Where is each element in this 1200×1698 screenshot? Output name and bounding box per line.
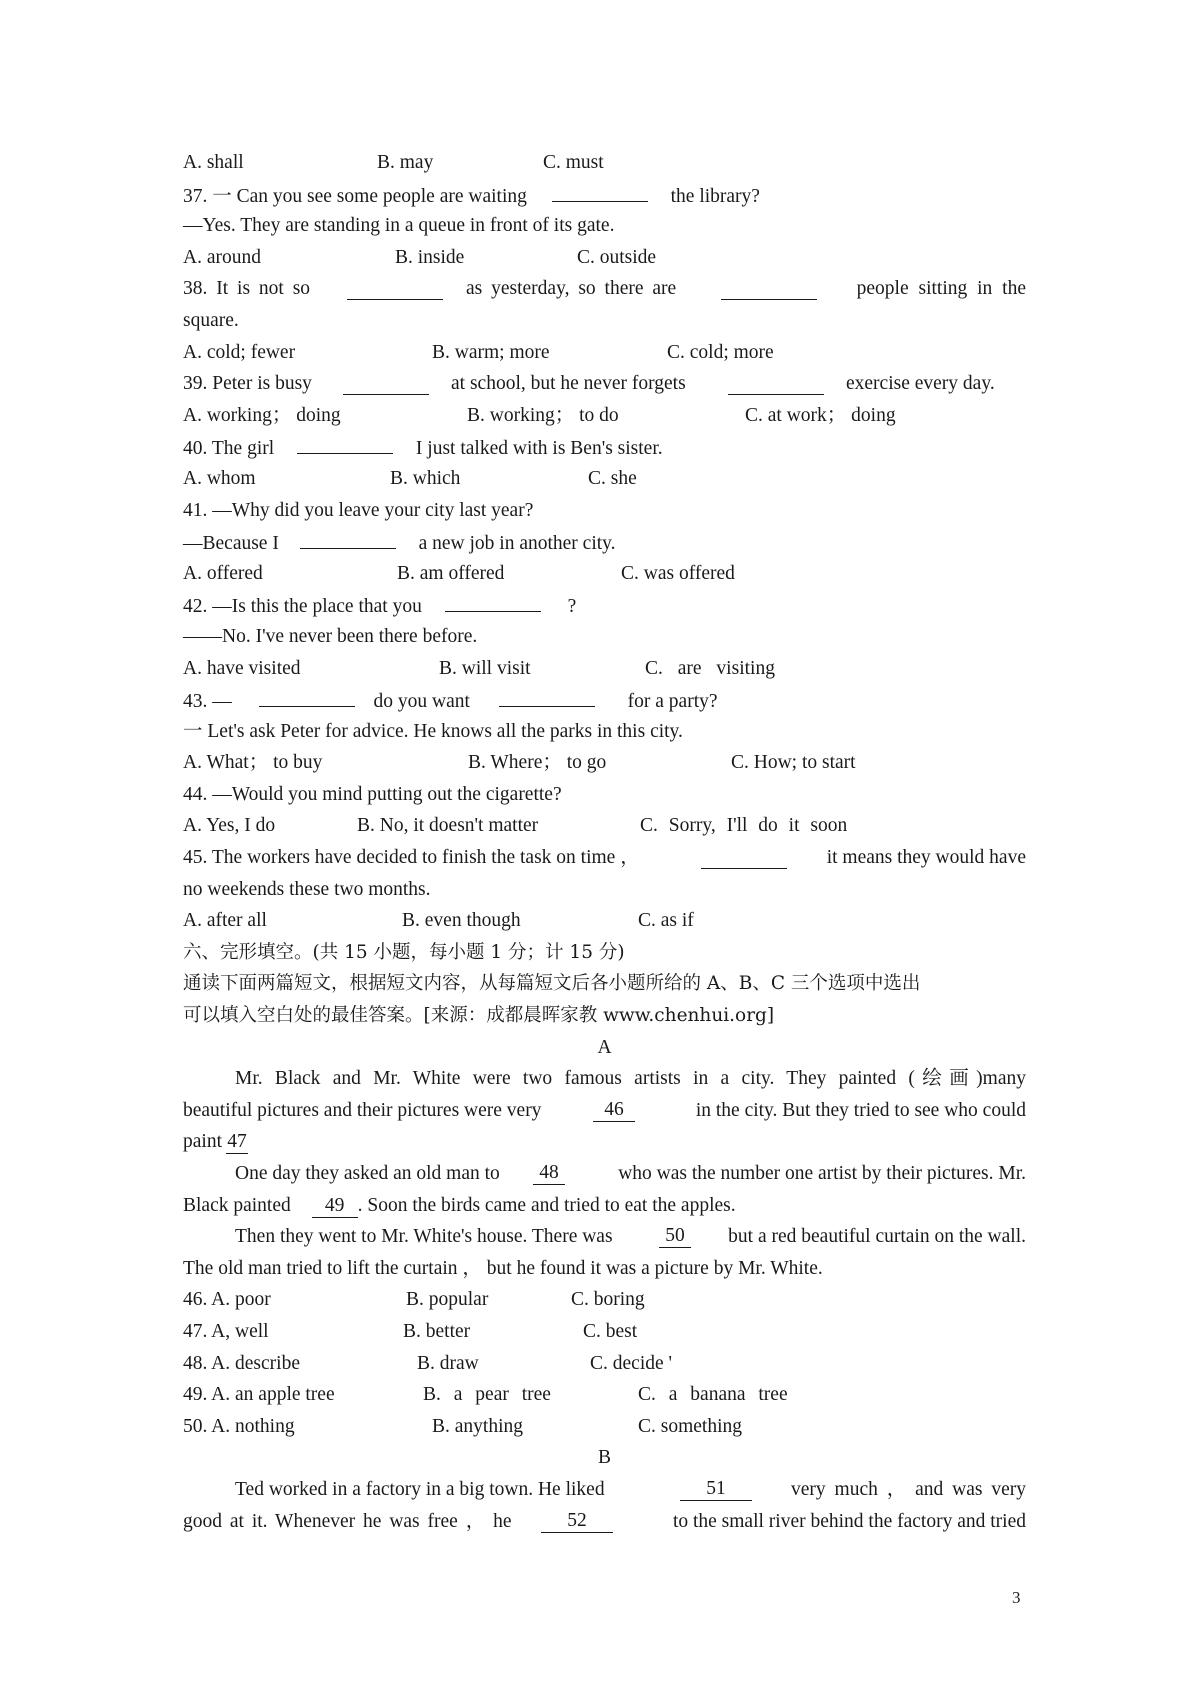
passage-a-line	[183, 1126, 1026, 1158]
option-a: 49. A. an apple tree	[183, 1384, 335, 1406]
section-6-instructions-1: 通读下面两篇短文，根据短文内容，从每篇短文后各小题所给的 A、B、C 三个选项中选出	[183, 973, 921, 995]
answer-blank	[721, 277, 817, 300]
q41-reply-a: —Because I	[183, 533, 279, 555]
q50-options	[183, 1411, 1026, 1443]
passage-a-heading: A	[597, 1036, 612, 1058]
q42-stem-b: ?	[567, 596, 577, 618]
q42-stem-a: 42. —Is this the place that you	[183, 596, 422, 618]
q41-reply-b: a new job in another city.	[418, 533, 616, 555]
option-b: B. warm; more	[432, 341, 550, 363]
q42-options	[183, 653, 1026, 685]
text-segment: but a red beautiful curtain on the wall.	[728, 1226, 1026, 1248]
option-b: B. anything	[432, 1415, 523, 1437]
q40-options	[183, 463, 1026, 495]
option-c: C. decide '	[590, 1352, 673, 1374]
q38-options	[183, 337, 1026, 369]
q41-options	[183, 558, 1026, 590]
q43-stem-b: do you want	[373, 691, 470, 713]
blank-49: 49	[312, 1195, 358, 1218]
q44-options	[183, 810, 1026, 842]
q41-stem: 41. —Why did you leave your city last year?	[183, 499, 534, 521]
option-a: A. cold; fewer	[183, 341, 296, 363]
option-a: A. whom	[183, 467, 256, 489]
option-c: C. outside	[577, 246, 657, 268]
q45-stem	[183, 842, 1026, 874]
option-c: C. was offered	[621, 562, 735, 584]
option-c: C. cold; more	[667, 341, 774, 363]
q39-stem	[183, 368, 1026, 400]
option-a: 46. A. poor	[183, 1289, 271, 1311]
q48-options	[183, 1348, 1026, 1380]
q45-stem-a: 45. The workers have decided to finish the task on time ，	[183, 847, 640, 869]
option-a: A. around	[183, 246, 261, 268]
q37-stem-a: 37. 一 Can you see some people are waiting	[183, 185, 527, 207]
q44-stem: 44. —Would you mind putting out the cigarette?	[183, 783, 562, 805]
option-c: C. are visiting	[645, 657, 775, 679]
q45-stem-cont: no weekends these two months.	[183, 878, 431, 900]
q37-stem	[183, 179, 1026, 211]
option-a: A. after all	[183, 910, 267, 932]
option-c: C. at work； doing	[745, 404, 896, 426]
option-b: B. draw	[417, 1352, 479, 1374]
answer-blank	[300, 526, 396, 549]
answer-blank	[347, 277, 443, 300]
q39-options	[183, 400, 1026, 432]
q40-stem-b: I just talked with is Ben's sister.	[415, 438, 663, 460]
blank-50: 50	[659, 1225, 691, 1248]
answer-blank	[728, 372, 824, 395]
q38-stem-b: as yesterday, so there are	[466, 278, 677, 300]
answer-blank	[297, 431, 393, 454]
answer-blank	[701, 846, 787, 869]
q40-stem-a: 40. The girl	[183, 438, 275, 460]
passage-a-line	[183, 1095, 1026, 1127]
q43-stem-a: 43. —	[183, 691, 232, 713]
answer-blank	[343, 372, 429, 395]
q42-stem	[183, 589, 1026, 621]
text-segment: Then they went to Mr. White's house. There was	[235, 1226, 613, 1248]
text-segment: very much ， and was very	[791, 1478, 1026, 1500]
option-a: A. working； doing	[183, 404, 341, 426]
option-b: B. which	[390, 467, 461, 489]
text-segment: to the small river behind the factory and tried	[672, 1510, 1026, 1532]
q42-reply: ——No. I've never been there before.	[183, 625, 478, 647]
option-b: B. will visit	[439, 657, 531, 679]
option-c: C. she	[588, 467, 637, 489]
q45-options	[183, 905, 1026, 937]
q46-options	[183, 1284, 1026, 1316]
text-segment: Ted worked in a factory in a big town. He liked	[235, 1478, 605, 1500]
option-b: B. may	[377, 152, 434, 173]
blank-47: 47	[227, 1131, 247, 1153]
passage-b-heading: B	[597, 1447, 611, 1469]
option-c: C. must	[543, 152, 604, 173]
option-a: A. have visited	[183, 657, 301, 679]
q41-reply	[183, 526, 1026, 558]
section-6-title: 六、完形填空。(共 15 小题，每小题 1 分；计 15 分)	[183, 941, 625, 963]
option-c: C. Sorry, I'll do it soon	[640, 815, 848, 837]
option-c: C. How; to start	[731, 752, 856, 774]
text-segment: beautiful pictures and their pictures were very	[183, 1099, 542, 1121]
option-b: B. No, it doesn't matter	[357, 815, 539, 837]
option-c: C. something	[638, 1415, 743, 1437]
text-segment: in the city. But they tried to see who could	[695, 1099, 1026, 1121]
answer-blank	[259, 684, 355, 707]
page-content	[183, 147, 1026, 1537]
passage-a-line	[183, 1221, 1026, 1253]
answer-blank	[499, 684, 595, 707]
option-b: B. Where； to go	[468, 752, 607, 774]
page-number: 3	[1012, 1588, 1021, 1607]
q39-stem-a: 39. Peter is busy	[183, 373, 312, 395]
option-c: C. as if	[638, 910, 694, 932]
q37-stem-b: the library?	[670, 185, 760, 207]
q49-options	[183, 1379, 1026, 1411]
q38-stem-c: people sitting in the	[856, 278, 1026, 300]
option-a: A. Yes, I do	[183, 815, 276, 837]
passage-b-line	[183, 1506, 1026, 1538]
passage-a-line: The old man tried to lift the curtain ， but he found it was a picture by Mr. White.	[183, 1257, 823, 1279]
q43-reply: 一 Let's ask Peter for advice. He knows all the parks in this city.	[183, 720, 683, 742]
option-b: B. a pear tree	[423, 1384, 551, 1406]
q40-stem	[183, 431, 1026, 463]
blank-48: 48	[533, 1162, 565, 1185]
passage-a-line: Mr. Black and Mr. White were two famous artists in a city. They painted (绘画)many	[235, 1068, 1026, 1090]
text-segment: who was the number one artist by their pictures. Mr.	[618, 1163, 1026, 1184]
text-segment: paint	[183, 1131, 222, 1153]
text-segment: good at it. Whenever he was free ， he	[183, 1510, 512, 1532]
passage-b-line	[183, 1474, 1026, 1506]
blank-52: 52	[541, 1510, 613, 1533]
section-6-instructions-2: 可以填入空白处的最佳答案。[来源：成都晨晖家教 www.chenhui.org]	[183, 1005, 775, 1027]
text-segment: One day they asked an old man to	[235, 1163, 500, 1184]
option-a: 47. A, well	[183, 1320, 269, 1342]
q47-options	[183, 1316, 1026, 1348]
option-b: B. popular	[406, 1289, 489, 1311]
q38-stem-cont: square.	[183, 309, 239, 331]
option-c: C. best	[583, 1320, 638, 1342]
q36-options	[183, 147, 1026, 179]
q43-stem	[183, 684, 1026, 716]
option-c: C. boring	[571, 1289, 645, 1311]
passage-a-line	[183, 1158, 1026, 1190]
q38-stem-a: 38. It is not so	[183, 278, 311, 300]
q37-options	[183, 242, 1026, 274]
q39-stem-b: at school, but he never forgets	[451, 373, 686, 395]
option-b: B. working； to do	[467, 404, 619, 426]
option-b: B. inside	[395, 246, 465, 268]
blank-46: 46	[593, 1099, 635, 1122]
option-a: A. offered	[183, 562, 263, 584]
text-segment: . Soon the birds came and tried to eat the apples.	[357, 1194, 736, 1216]
blank-51: 51	[680, 1478, 752, 1501]
answer-blank	[445, 589, 541, 612]
option-a: A. shall	[183, 152, 244, 173]
answer-blank	[552, 179, 648, 202]
option-c: C. a banana tree	[638, 1384, 788, 1406]
option-a: 48. A. describe	[183, 1352, 300, 1374]
text-segment: Black painted	[183, 1194, 291, 1216]
q43-stem-c: for a party?	[627, 691, 718, 713]
option-b: B. better	[403, 1320, 471, 1342]
q43-options	[183, 747, 1026, 779]
option-b: B. even though	[402, 910, 521, 932]
option-a: 50. A. nothing	[183, 1415, 295, 1437]
q38-stem	[183, 273, 1026, 305]
q39-stem-c: exercise every day.	[846, 373, 995, 395]
q37-reply: —Yes. They are standing in a queue in front of its gate.	[183, 215, 615, 237]
option-a: A. What； to buy	[183, 752, 323, 774]
option-b: B. am offered	[397, 562, 505, 584]
passage-a-line	[183, 1190, 1026, 1222]
q45-stem-b: it means they would have	[826, 847, 1026, 869]
